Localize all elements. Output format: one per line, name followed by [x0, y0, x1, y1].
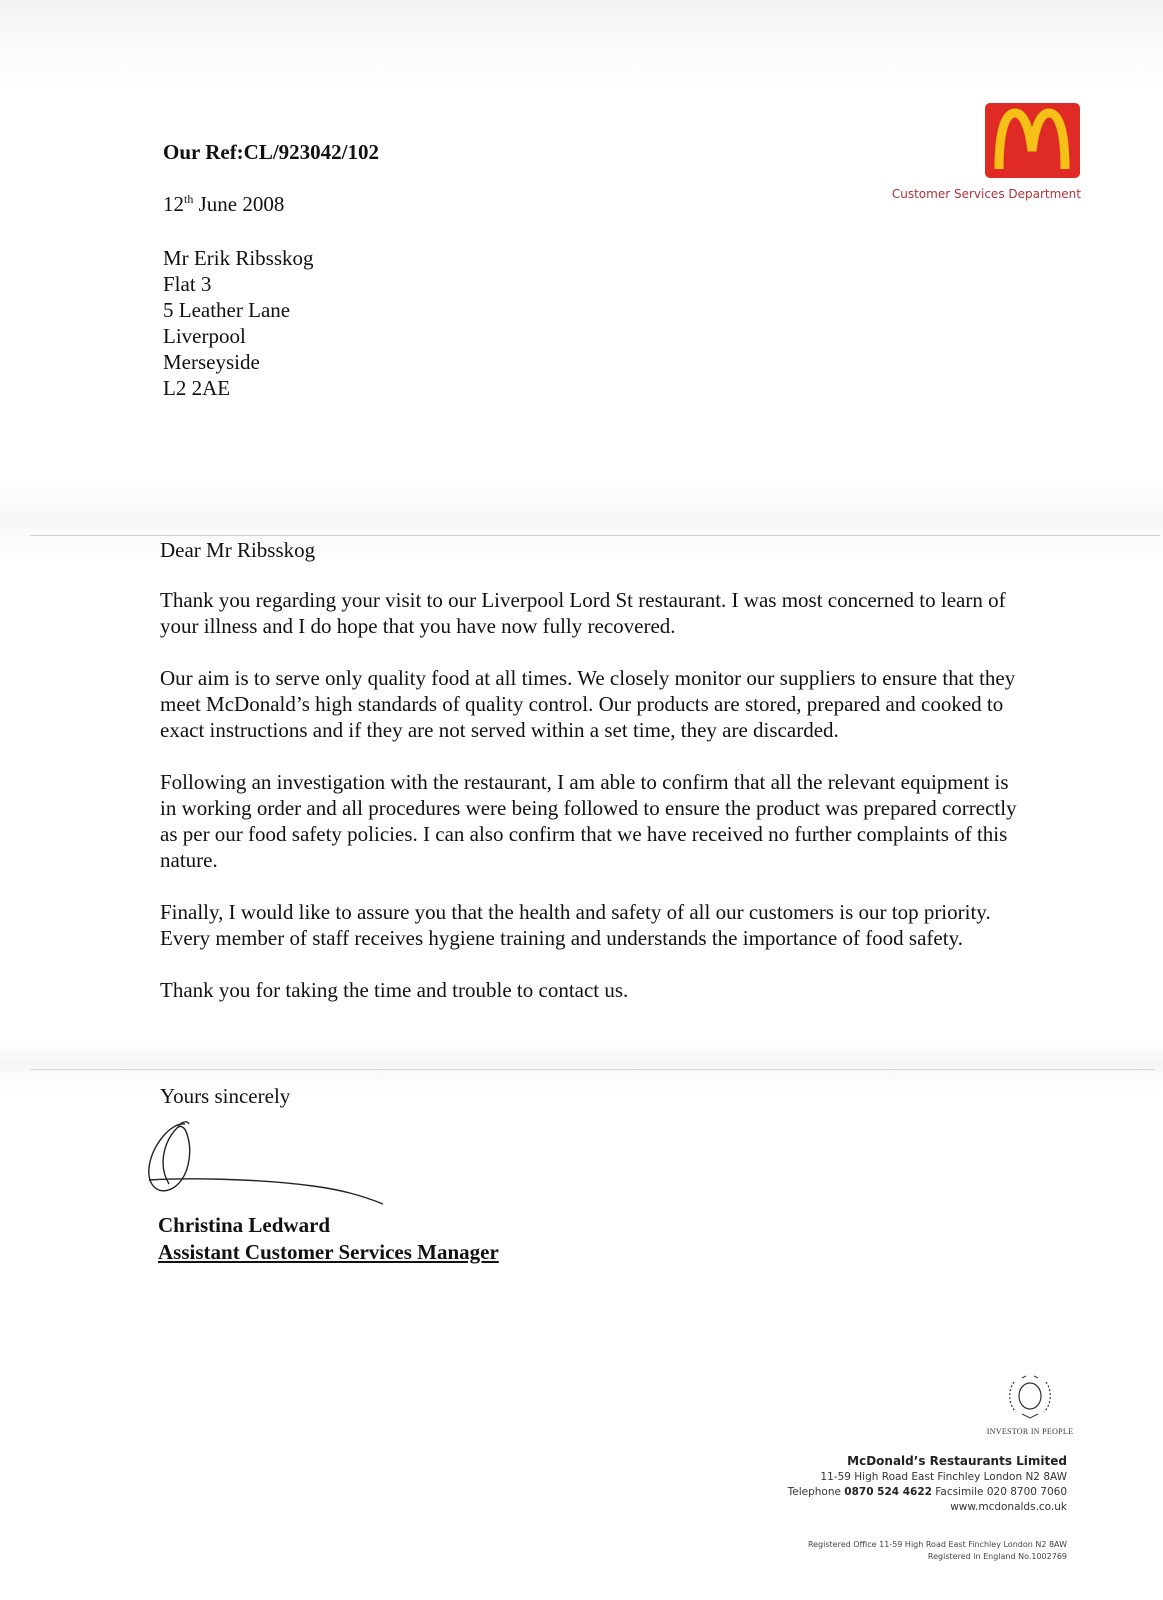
investor-in-people-badge — [975, 1374, 1085, 1436]
company-phone: Telephone 0870 524 4622 Facsimile 020 8700 7060 — [787, 1486, 1067, 1498]
address-line: 5 Leather Lane — [163, 298, 291, 322]
company-name: McDonald’s Restaurants Limited — [847, 1454, 1067, 1468]
body-paragraph: Our aim is to serve only quality food at all times. We closely monitor our suppliers to ensure that they meet McDonald’s high standards of quality control. Our products are stored, prepared and cooked to exact instructions and if they are not served within a set time, they are discarded. — [160, 666, 1016, 742]
department-label: Customer Services Department — [891, 187, 1081, 201]
closing: Yours sincerely — [160, 1084, 291, 1108]
address-line: L2 2AE — [163, 376, 231, 400]
signer-title: Assistant Customer Services Manager — [158, 1240, 499, 1264]
letter-date: 12th June 2008 — [163, 192, 285, 216]
recipient-address — [163, 245, 314, 401]
company-footer — [788, 1454, 1067, 1515]
golden-arches-icon — [985, 103, 1080, 178]
mcdonalds-logo — [985, 103, 1080, 178]
laurel-wreath-icon — [1002, 1374, 1058, 1420]
fold-line — [30, 535, 1160, 536]
reference-number: Our Ref:CL/923042/102 — [163, 140, 380, 164]
body-paragraph: Following an investigation with the restaurant, I am able to confirm that all the relevant equipment is in working order and all procedures were being followed to ensure the product was prepared correctly as per our food safety policies. I can also confirm that we have received no further complaints of this nature. — [160, 770, 1017, 872]
salutation: Dear Mr Ribsskog — [160, 538, 316, 562]
address-line: Mr Erik Ribsskog — [163, 246, 314, 270]
registered-office: Registered Office 11-59 High Road East Finchley London N2 8AW — [807, 1540, 1067, 1549]
fold-line — [30, 1069, 1155, 1070]
address-line: Merseyside — [163, 350, 260, 374]
address-line: Liverpool — [163, 324, 246, 348]
company-address: 11-59 High Road East Finchley London N2 8AW — [820, 1471, 1067, 1483]
body-paragraph: Thank you for taking the time and trouble to contact us. — [160, 978, 629, 1002]
body-paragraph: Finally, I would like to assure you that the health and safety of all our customers is our top priority. Every member of staff receives hygiene training and understands the importance of food safety. — [160, 900, 991, 950]
address-line: Flat 3 — [163, 272, 212, 296]
body-paragraph: Thank you regarding your visit to our Liverpool Lord St restaurant. I was most concerned to learn of your illness and I do hope that you have now fully recovered. — [160, 588, 1006, 638]
letter-body — [160, 587, 1030, 1029]
company-website: www.mcdonalds.co.uk — [950, 1501, 1067, 1513]
registered-number: Registered in England No.1002769 — [927, 1552, 1067, 1561]
registered-info — [808, 1539, 1067, 1563]
signer-name: Christina Ledward — [158, 1213, 331, 1237]
badge-label: INVESTOR IN PEOPLE — [986, 1427, 1074, 1436]
